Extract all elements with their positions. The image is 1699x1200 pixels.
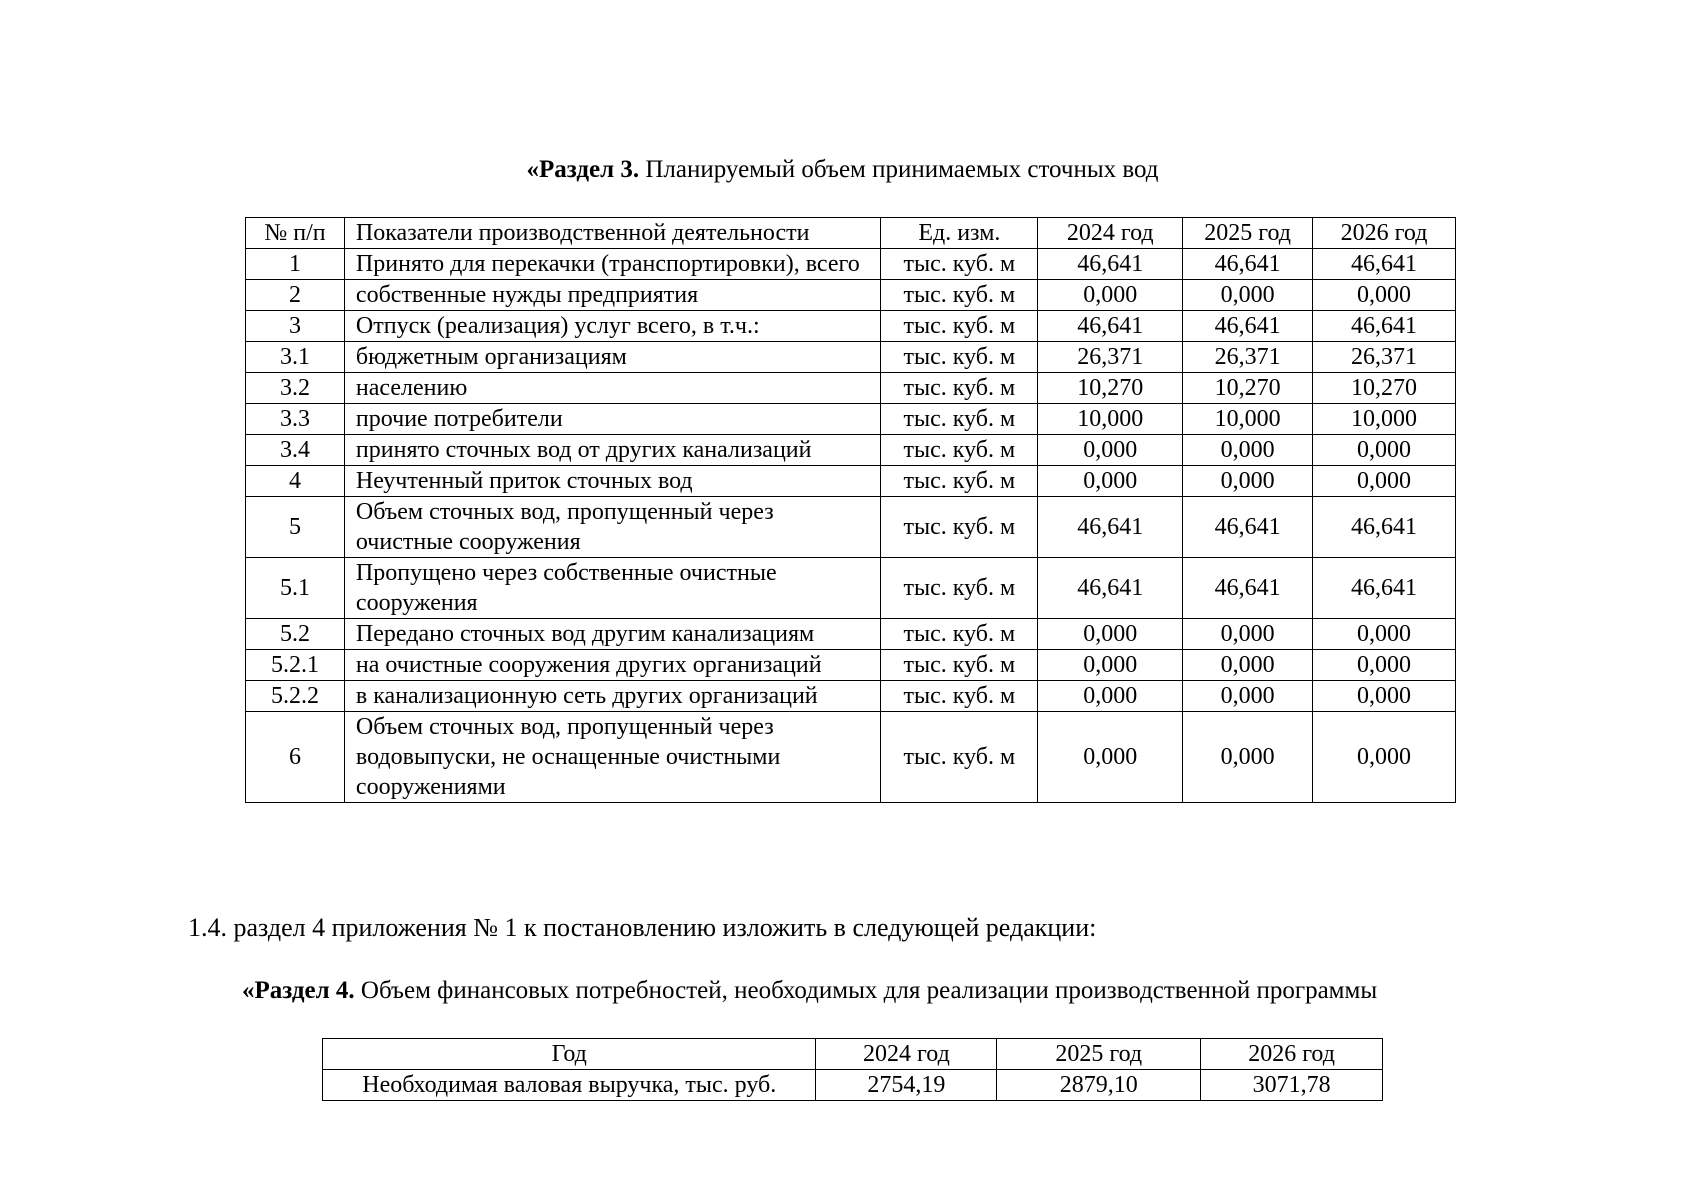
row-unit: тыс. куб. м: [881, 404, 1038, 435]
cell-2026: 46,641: [1313, 558, 1456, 619]
section-3-table: [245, 217, 1456, 803]
cell-2025: 0,000: [1183, 619, 1313, 650]
row-unit: тыс. куб. м: [881, 311, 1038, 342]
row-unit: тыс. куб. м: [881, 712, 1038, 803]
cell-2026: 46,641: [1313, 249, 1456, 280]
table-row: [246, 712, 1456, 803]
table-row: [246, 342, 1456, 373]
header-cell-unit: Ед. изм.: [881, 218, 1038, 249]
cell-2024: 0,000: [1038, 681, 1183, 712]
header-cell-2025: 2025 год: [997, 1039, 1201, 1070]
row-indicator: на очистные сооружения других организаций: [344, 650, 881, 681]
table-row: [246, 311, 1456, 342]
row-number: 5.2.2: [246, 681, 345, 712]
row-unit: тыс. куб. м: [881, 466, 1038, 497]
row-unit: тыс. куб. м: [881, 650, 1038, 681]
cell-2025: 0,000: [1183, 712, 1313, 803]
row-unit: тыс. куб. м: [881, 342, 1038, 373]
row-indicator: прочие потребители: [344, 404, 881, 435]
cell-2026: 0,000: [1313, 280, 1456, 311]
cell-2024: 0,000: [1038, 280, 1183, 311]
cell-2024: 46,641: [1038, 497, 1183, 558]
row-number: 3.1: [246, 342, 345, 373]
cell-2026: 0,000: [1313, 466, 1456, 497]
cell-2025: 10,000: [1183, 404, 1313, 435]
row-number: 5.2.1: [246, 650, 345, 681]
row-indicator: Объем сточных вод, пропущенный через водовыпуски, не оснащенные очистными сооружениями: [344, 712, 881, 803]
cell-2026: 3071,78: [1201, 1070, 1383, 1101]
row-label: Необходимая валовая выручка, тыс. руб.: [323, 1070, 816, 1101]
table-header-row: [323, 1039, 1383, 1070]
table-row: [246, 373, 1456, 404]
row-number: 3: [246, 311, 345, 342]
row-indicator: в канализационную сеть других организаций: [344, 681, 881, 712]
cell-2025: 0,000: [1183, 650, 1313, 681]
header-cell-indicator: Показатели производственной деятельности: [344, 218, 881, 249]
row-indicator: Отпуск (реализация) услуг всего, в т.ч.:: [344, 311, 881, 342]
table-row: [246, 681, 1456, 712]
table-row: [323, 1070, 1383, 1101]
cell-2026: 46,641: [1313, 311, 1456, 342]
cell-2026: 46,641: [1313, 497, 1456, 558]
row-number: 5: [246, 497, 345, 558]
table-row: [246, 558, 1456, 619]
header-cell-2026: 2026 год: [1201, 1039, 1383, 1070]
cell-2024: 46,641: [1038, 558, 1183, 619]
cell-2026: 0,000: [1313, 681, 1456, 712]
cell-2025: 46,641: [1183, 311, 1313, 342]
cell-2026: 0,000: [1313, 650, 1456, 681]
row-unit: тыс. куб. м: [881, 558, 1038, 619]
row-indicator: Пропущено через собственные очистные сооружения: [344, 558, 881, 619]
cell-2024: 0,000: [1038, 466, 1183, 497]
table-row: [246, 280, 1456, 311]
table-header-row: [246, 218, 1456, 249]
cell-2026: 0,000: [1313, 435, 1456, 466]
row-number: 5.1: [246, 558, 345, 619]
cell-2024: 10,000: [1038, 404, 1183, 435]
row-unit: тыс. куб. м: [881, 373, 1038, 404]
cell-2025: 46,641: [1183, 558, 1313, 619]
row-number: 2: [246, 280, 345, 311]
row-unit: тыс. куб. м: [881, 280, 1038, 311]
row-indicator: населению: [344, 373, 881, 404]
cell-2025: 46,641: [1183, 249, 1313, 280]
cell-2024: 26,371: [1038, 342, 1183, 373]
cell-2025: 0,000: [1183, 466, 1313, 497]
cell-2026: 0,000: [1313, 619, 1456, 650]
cell-2026: 10,000: [1313, 404, 1456, 435]
section-3-title-bold: «Раздел 3.: [526, 156, 640, 183]
cell-2025: 46,641: [1183, 497, 1313, 558]
cell-2026: 0,000: [1313, 712, 1456, 803]
row-indicator: принято сточных вод от других канализаций: [344, 435, 881, 466]
section-3-title-text: Планируемый объем принимаемых сточных вод: [645, 156, 1159, 183]
table-row: [246, 435, 1456, 466]
row-indicator: собственные нужды предприятия: [344, 280, 881, 311]
cell-2024: 2754,19: [816, 1070, 997, 1101]
row-number: 3.3: [246, 404, 345, 435]
cell-2024: 46,641: [1038, 249, 1183, 280]
section-3-title: [0, 156, 1699, 184]
row-unit: тыс. куб. м: [881, 619, 1038, 650]
row-unit: тыс. куб. м: [881, 497, 1038, 558]
cell-2024: 46,641: [1038, 311, 1183, 342]
section-4-table: [322, 1038, 1383, 1101]
row-indicator: бюджетным организациям: [344, 342, 881, 373]
row-number: 4: [246, 466, 345, 497]
cell-2024: 10,270: [1038, 373, 1183, 404]
cell-2025: 0,000: [1183, 280, 1313, 311]
table-row: [246, 466, 1456, 497]
cell-2024: 0,000: [1038, 619, 1183, 650]
paragraph-1-4: 1.4. раздел 4 приложения № 1 к постановлению изложить в следующей редакции:: [188, 913, 1097, 942]
cell-2024: 0,000: [1038, 435, 1183, 466]
header-cell-2026: 2026 год: [1313, 218, 1456, 249]
header-cell-2025: 2025 год: [1183, 218, 1313, 249]
row-unit: тыс. куб. м: [881, 435, 1038, 466]
row-number: 3.4: [246, 435, 345, 466]
row-unit: тыс. куб. м: [881, 249, 1038, 280]
row-number: 3.2: [246, 373, 345, 404]
cell-2025: 10,270: [1183, 373, 1313, 404]
table-row: [246, 404, 1456, 435]
cell-2025: 0,000: [1183, 681, 1313, 712]
row-number: 5.2: [246, 619, 345, 650]
cell-2025: 2879,10: [997, 1070, 1201, 1101]
header-cell-2024: 2024 год: [816, 1039, 997, 1070]
section-4-title-text: Объем финансовых потребностей, необходимых для реализации производственной программы: [360, 977, 1378, 1004]
table-row: [246, 249, 1456, 280]
table-row: [246, 650, 1456, 681]
cell-2026: 26,371: [1313, 342, 1456, 373]
row-number: 6: [246, 712, 345, 803]
row-number: 1: [246, 249, 345, 280]
header-cell-year: Год: [323, 1039, 816, 1070]
cell-2024: 0,000: [1038, 650, 1183, 681]
cell-2025: 0,000: [1183, 435, 1313, 466]
cell-2025: 26,371: [1183, 342, 1313, 373]
table-row: [246, 619, 1456, 650]
section-4-title-bold: «Раздел 4.: [242, 977, 355, 1004]
row-indicator: Принято для перекачки (транспортировки), всего: [344, 249, 881, 280]
cell-2024: 0,000: [1038, 712, 1183, 803]
table-row: [246, 497, 1456, 558]
row-unit: тыс. куб. м: [881, 681, 1038, 712]
header-cell-2024: 2024 год: [1038, 218, 1183, 249]
header-cell-num: № п/п: [246, 218, 345, 249]
section-4-title: [242, 977, 1377, 1005]
row-indicator: Объем сточных вод, пропущенный через очистные сооружения: [344, 497, 881, 558]
row-indicator: Неучтенный приток сточных вод: [344, 466, 881, 497]
row-indicator: Передано сточных вод другим канализациям: [344, 619, 881, 650]
cell-2026: 10,270: [1313, 373, 1456, 404]
